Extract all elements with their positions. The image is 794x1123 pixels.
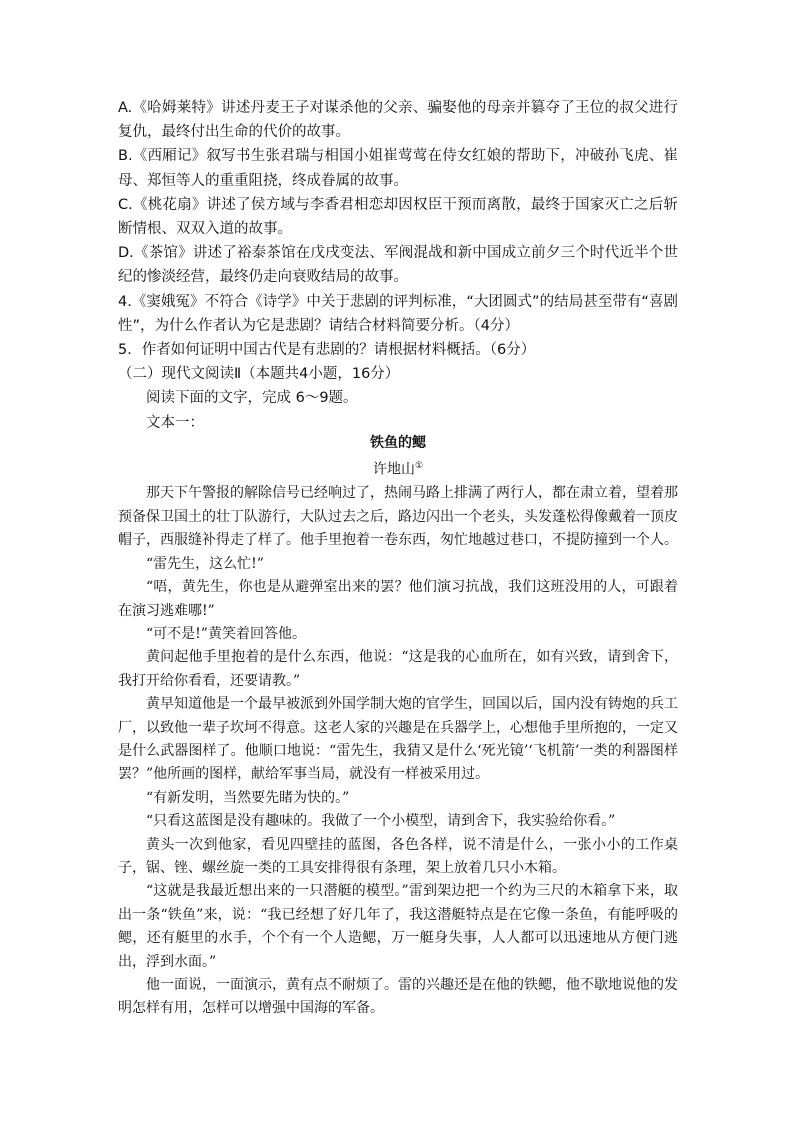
story-paragraph: “有新发明，当然要先睹为快的。”	[146, 789, 350, 806]
section-instruction: 阅读下面的文字，完成 6～9题。	[146, 390, 358, 407]
story-author: 许地山	[372, 462, 415, 479]
story-paragraph: 他一面说，一面演示，黄有点不耐烦了。雷的兴趣还是在他的铁鳃，他不歇地说他的发明怎样有用，怎样可以增强中国海的军备。	[118, 977, 678, 1017]
story-paragraph: “雷先生，这么忙!”	[146, 555, 264, 572]
section-heading: （二）现代文阅读Ⅱ（本题共4小题，16分）	[118, 366, 400, 383]
story-author-line	[118, 455, 678, 482]
story-paragraph: “这就是我最近想出来的一只潜艇的模型。”雷到架边把一个约为三尺的木箱拿下来，取出一条“铁鱼”来，说：“我已经想了好几年了，我这潜艇特点是在它像一条鱼，有能呼吸的鳃，还有艇里的水手，个个有一个人造鳃，万一艇身失事，人人都可以迅速地从方便门逃出，浮到水面。”	[118, 883, 678, 970]
question-block	[118, 96, 678, 435]
story-paragraph: 那天下午警报的解除信号已经响过了，热闹马路上排满了两行人，都在肃立着，望着那预备保卫国土的壮丁队游行，大队过去之后，路边闪出一个老头，头发蓬松得像戴着一顶皮帽子，西服缝补得走了样了。他手里抱着一卷东西，匆忙地越过巷口，不提防撞到一个人。	[118, 485, 678, 549]
story-paragraph: “可不是!”黄笑着回答他。	[146, 625, 306, 642]
option-b: B.《西厢记》叙写书生张君瑞与相国小姐崔莺莺在侍女红娘的帮助下，冲破孙飞虎、崔母、郑恒等人的重重阻挠，终成眷属的故事。	[118, 148, 678, 189]
story-paragraph: “唔，黄先生，你也是从避弹室出来的罢？他们演习抗战，我们这班没用的人，可跟着在演习逃难哪!”	[118, 579, 678, 619]
story-body	[118, 432, 678, 1021]
question-5: 5．作者如何证明中国古代是有悲剧的？请根据材料概括。（6分）	[118, 342, 536, 359]
author-footnote-mark: ①	[414, 461, 424, 472]
option-a: A.《哈姆莱特》讲述丹麦王子对谋杀他的父亲、骗娶他的母亲并篡夺了王位的叔父进行复仇，最终付出生命的代价的故事。	[118, 100, 678, 141]
text-label: 文本一：	[146, 414, 204, 431]
story-paragraph: 黄问起他手里抱着的是什么东西，他说：“这是我的心血所在，如有兴致，请到舍下，我打开给你看看，还要请教。”	[118, 649, 678, 689]
option-c: C.《桃花扇》讲述了侯方域与李香君相恋却因权臣干预而离散，最终于国家灭亡之后斩断情根、双双入道的故事。	[118, 196, 678, 238]
story-paragraph: “只看这蓝图是没有趣味的。我做了一个小模型，请到舍下，我实验给你看。”	[146, 813, 616, 830]
story-paragraph: 黄头一次到他家，看见四壁挂的蓝图，各色各样，说不清是什么，一张小小的工作桌子，锯、锉、螺丝旋一类的工具安排得很有条理，架上放着几只小木箱。	[118, 836, 678, 876]
story-title: 铁鱼的鳃	[370, 435, 426, 451]
story-paragraph: 黄早知道他是一个最早被派到外国学制大炮的官学生，回国以后，国内没有铸炮的兵工厂，以致他一辈子坎坷不得意。这老人家的兴趣是在兵器学上，心想他手里所抱的，一定又是什么武器图样了。他顺口地说：“雷先生，我猜又是什么‘死光镜’‘飞机箭’一类的利器图样罢？”他所画的图样，献给军事当局，就没有一样被采用过。	[118, 696, 678, 783]
option-d: D.《茶馆》讲述了裕泰茶馆在戊戌变法、军阀混战和新中国成立前夕三个时代近半个世纪的惨淡经营，最终仍走向衰败结局的故事。	[118, 245, 678, 286]
question-4: 4.《窦娥冤》不符合《诗学》中关于悲剧的评判标准，“大团圆式”的结局甚至带有“喜剧性”，为什么作者认为它是悲剧？请结合材料简要分析。（4分）	[118, 293, 678, 334]
